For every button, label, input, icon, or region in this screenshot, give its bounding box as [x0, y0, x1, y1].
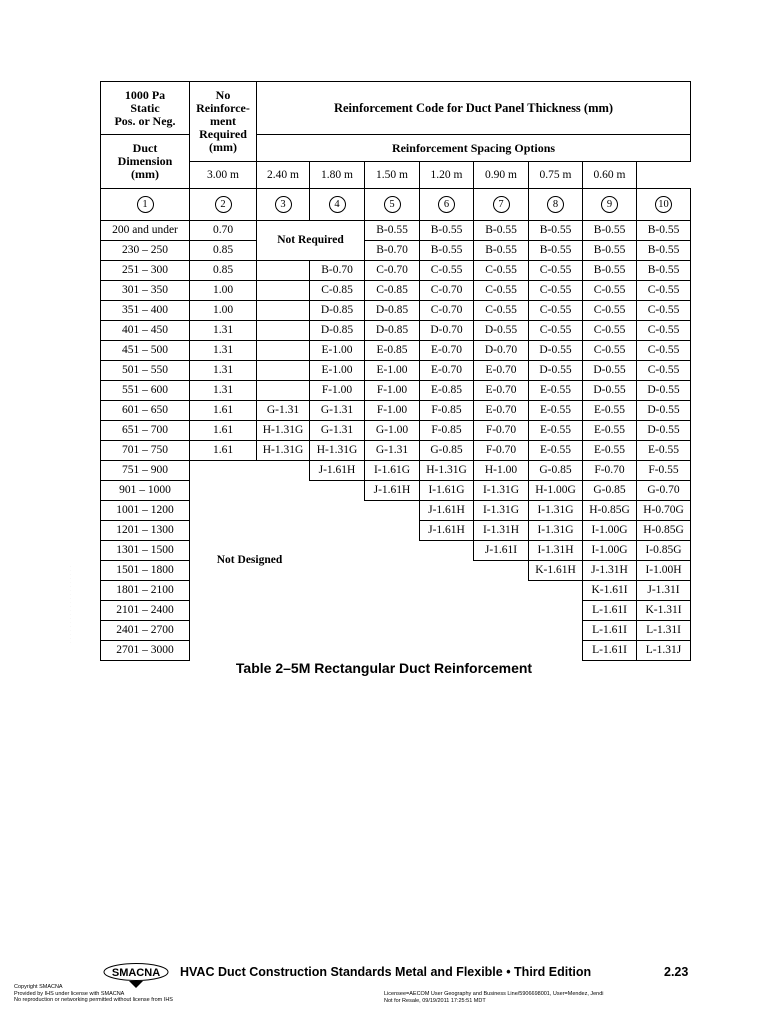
reinforcement-code-cell: F-1.00 [310, 381, 365, 401]
reinforcement-code-cell: B-0.70 [365, 241, 420, 261]
empty-cell [365, 521, 420, 541]
reinforcement-code-cell: H-0.85G [637, 521, 691, 541]
duct-dimension-cell: 901 – 1000 [101, 481, 190, 501]
not-designed-label: Not Designed [216, 554, 283, 567]
reinforcement-code-cell: H-1.31G [310, 441, 365, 461]
reinforcement-code-cell: G-1.31 [310, 401, 365, 421]
reinforcement-code-cell: H-1.31G [420, 461, 474, 481]
header-text: Reinforce- [196, 101, 250, 115]
reinforcement-code-cell: B-0.55 [365, 221, 420, 241]
duct-dimension-cell: 1501 – 1800 [101, 561, 190, 581]
column-number-cell [420, 189, 474, 221]
column-number: 2 [215, 196, 232, 213]
reinforcement-code-cell [257, 281, 310, 301]
reinforcement-code-cell: E-0.55 [529, 381, 583, 401]
reinforcement-code-cell: B-0.55 [474, 241, 529, 261]
reinforcement-code-cell: C-0.55 [583, 341, 637, 361]
reinforcement-code-cell: D-0.55 [583, 361, 637, 381]
reinforcement-code-cell: G-0.85 [583, 481, 637, 501]
copyright-notice [14, 984, 173, 1004]
reinforcement-code-cell: F-0.85 [420, 401, 474, 421]
duct-reinforcement-table [100, 81, 691, 661]
reinforcement-code-cell: C-0.55 [583, 301, 637, 321]
empty-cell [365, 541, 420, 561]
no-reinforcement-cell: 1.31 [190, 381, 257, 401]
column-number: 6 [438, 196, 455, 213]
reinforcement-code-cell: H-1.00 [474, 461, 529, 481]
column-number: 9 [601, 196, 618, 213]
reinforcement-code-cell: B-0.55 [583, 221, 637, 241]
reinforcement-code-cell: G-1.00 [365, 421, 420, 441]
table-row [101, 461, 691, 481]
reinforcement-code-cell: C-0.55 [474, 261, 529, 281]
empty-cell [365, 561, 420, 581]
reinforcement-code-cell: H-0.70G [637, 501, 691, 521]
reinforcement-code-cell: L-1.61I [583, 621, 637, 641]
table-row [101, 401, 691, 421]
reinforcement-code-cell: E-1.00 [310, 341, 365, 361]
no-reinforcement-cell: 1.61 [190, 421, 257, 441]
reinforcement-code-cell: E-0.55 [583, 401, 637, 421]
reinforcement-code-cell: G-0.85 [529, 461, 583, 481]
header-text: ment [210, 114, 236, 128]
reinforcement-code-cell: H-0.85G [583, 501, 637, 521]
table-row [101, 301, 691, 321]
reinforcement-code-cell: L-1.61I [583, 601, 637, 621]
header-text: No [215, 88, 231, 102]
reinforcement-code-cell: B-0.55 [420, 221, 474, 241]
table-row [101, 581, 691, 601]
reinforcement-code-cell: C-0.55 [583, 281, 637, 301]
reinforcement-code-cell: D-0.85 [365, 321, 420, 341]
empty-cell [420, 601, 474, 621]
empty-cell [365, 501, 420, 521]
column-number: 3 [275, 196, 292, 213]
no-reinforcement-cell: 1.31 [190, 361, 257, 381]
table-row [101, 221, 691, 241]
duct-dimension-cell: 551 – 600 [101, 381, 190, 401]
reinforcement-code-cell: F-0.85 [420, 421, 474, 441]
not-required-cell [257, 221, 365, 261]
license-notice [384, 991, 604, 1004]
reinforcement-code-cell: E-0.55 [637, 441, 691, 461]
empty-cell [474, 581, 529, 601]
empty-cell [310, 601, 365, 621]
footer-title: HVAC Duct Construction Standards Metal and Flexible • Third Edition [180, 965, 592, 979]
table-row [101, 261, 691, 281]
reinforcement-code-cell: B-0.55 [529, 241, 583, 261]
reinforcement-code-cell: B-0.55 [583, 241, 637, 261]
empty-cell [310, 621, 365, 641]
reinforcement-code-cell: L-1.31I [637, 621, 691, 641]
duct-dimension-cell: 1301 – 1500 [101, 541, 190, 561]
reinforcement-code-cell: G-0.70 [637, 481, 691, 501]
reinforcement-code-cell [257, 361, 310, 381]
reinforcement-code-cell: D-0.85 [365, 301, 420, 321]
header-spacing-1.80: 1.80 m [310, 162, 365, 189]
column-number: 1 [137, 196, 154, 213]
reinforcement-code-cell: E-0.85 [420, 381, 474, 401]
reinforcement-code-cell: D-0.55 [474, 321, 529, 341]
empty-cell [365, 601, 420, 621]
no-reinforcement-cell: 0.85 [190, 261, 257, 281]
reinforcement-code-cell: D-0.55 [637, 381, 691, 401]
reinforcement-code-cell: E-1.00 [365, 361, 420, 381]
reinforcement-code-cell: E-0.55 [529, 441, 583, 461]
reinforcement-code-cell: C-0.55 [637, 341, 691, 361]
page-number: 2.23 [664, 965, 689, 979]
reinforcement-code-cell: D-0.55 [529, 341, 583, 361]
table-row [101, 281, 691, 301]
empty-cell [310, 501, 365, 521]
header-text: Pos. or Neg. [114, 113, 176, 128]
table-caption: Table 2–5M Rectangular Duct Reinforcement [235, 660, 533, 676]
reinforcement-code-cell: I-1.61G [365, 461, 420, 481]
table-row [101, 561, 691, 581]
table-row [101, 541, 691, 561]
reinforcement-code-cell: B-0.55 [583, 261, 637, 281]
table-row [101, 321, 691, 341]
no-reinforcement-cell: 1.00 [190, 301, 257, 321]
reinforcement-code-cell: B-0.55 [637, 261, 691, 281]
reinforcement-code-cell: I-0.85G [637, 541, 691, 561]
reinforcement-code-cell: D-0.70 [420, 321, 474, 341]
reinforcement-code-cell: I-1.31H [474, 521, 529, 541]
reinforcement-code-cell: E-0.85 [365, 341, 420, 361]
header-spacing-0.60: 0.60 m [583, 162, 637, 189]
duct-dimension-cell: 451 – 500 [101, 341, 190, 361]
table-row [101, 501, 691, 521]
reinforcement-code-cell: D-0.55 [637, 401, 691, 421]
header-spacing-2.40: 2.40 m [257, 162, 310, 189]
empty-cell [310, 481, 365, 501]
header-dimension-cell [101, 135, 190, 189]
reinforcement-code-cell: J-1.61H [420, 521, 474, 541]
duct-dimension-cell: 2101 – 2400 [101, 601, 190, 621]
duct-dimension-cell: 501 – 550 [101, 361, 190, 381]
reinforcement-code-cell: B-0.70 [310, 261, 365, 281]
column-number-cell [529, 189, 583, 221]
reinforcement-code-cell: B-0.55 [637, 221, 691, 241]
duct-dimension-cell: 1801 – 2100 [101, 581, 190, 601]
reinforcement-code-cell: F-0.70 [583, 461, 637, 481]
duct-dimension-cell: 401 – 450 [101, 321, 190, 341]
table-row [101, 341, 691, 361]
reinforcement-code-cell: C-0.70 [420, 281, 474, 301]
reinforcement-code-cell: F-0.55 [637, 461, 691, 481]
reinforcement-code-cell: C-0.55 [637, 321, 691, 341]
duct-dimension-cell: 651 – 700 [101, 421, 190, 441]
reinforcement-code-cell: G-0.85 [420, 441, 474, 461]
reinforcement-code-cell [257, 321, 310, 341]
column-number: 10 [655, 196, 672, 213]
header-text: (mm) [209, 140, 237, 154]
reinforcement-code-cell: K-1.31I [637, 601, 691, 621]
table-row [101, 361, 691, 381]
empty-cell [529, 641, 583, 661]
duct-dimension-cell: 1201 – 1300 [101, 521, 190, 541]
empty-cell [529, 621, 583, 641]
column-number: 7 [493, 196, 510, 213]
empty-cell [474, 561, 529, 581]
table-row [101, 521, 691, 541]
column-number-cell [310, 189, 365, 221]
reinforcement-code-cell: I-1.31H [529, 541, 583, 561]
reinforcement-code-cell: E-0.70 [474, 361, 529, 381]
reinforcement-code-cell: I-1.00H [637, 561, 691, 581]
reinforcement-code-cell: I-1.00G [583, 521, 637, 541]
reinforcement-code-cell: B-0.55 [474, 221, 529, 241]
empty-cell [310, 561, 365, 581]
duct-dimension-cell: 301 – 350 [101, 281, 190, 301]
reinforcement-code-cell: C-0.55 [529, 261, 583, 281]
duct-dimension-cell: 2701 – 3000 [101, 641, 190, 661]
reinforcement-code-cell: C-0.85 [365, 281, 420, 301]
column-number: 8 [547, 196, 564, 213]
no-reinforcement-cell: 1.00 [190, 281, 257, 301]
reinforcement-code-cell: K-1.61I [583, 581, 637, 601]
empty-cell [420, 641, 474, 661]
not-required-label: Not Required [277, 234, 344, 246]
reinforcement-code-cell: J-1.61H [365, 481, 420, 501]
empty-cell [310, 641, 365, 661]
reinforcement-code-cell: I-1.00G [583, 541, 637, 561]
reinforcement-code-cell: G-1.31 [257, 401, 310, 421]
reinforcement-code-cell: C-0.70 [365, 261, 420, 281]
column-number-cell [365, 189, 420, 221]
empty-cell [420, 621, 474, 641]
reinforcement-code-cell: G-1.31 [365, 441, 420, 461]
header-spacing-options: Reinforcement Spacing Options [257, 135, 691, 162]
empty-cell [310, 521, 365, 541]
reinforcement-code-cell: C-0.55 [637, 361, 691, 381]
reinforcement-code-cell: L-1.61I [583, 641, 637, 661]
reinforcement-code-cell: D-0.85 [310, 301, 365, 321]
header-text: Required [199, 127, 247, 141]
reinforcement-code-cell [257, 381, 310, 401]
reinforcement-code-cell: B-0.55 [529, 221, 583, 241]
reinforcement-code-cell [257, 341, 310, 361]
reinforcement-code-cell: F-0.70 [474, 421, 529, 441]
empty-cell [420, 541, 474, 561]
reinforcement-code-cell: J-1.31I [637, 581, 691, 601]
reinforcement-code-cell: C-0.55 [637, 281, 691, 301]
duct-dimension-cell: 601 – 650 [101, 401, 190, 421]
margin-watermark: · · · · · · · · · · · · · · · · · · · · [70, 565, 71, 645]
table-row [101, 421, 691, 441]
reinforcement-code-cell: I-1.31G [529, 501, 583, 521]
reinforcement-code-cell: E-0.70 [420, 361, 474, 381]
table-row [101, 441, 691, 461]
reinforcement-code-cell: C-0.55 [474, 281, 529, 301]
empty-cell [474, 601, 529, 621]
header-text: 1000 Pa [124, 87, 166, 102]
column-number-cell [101, 189, 190, 221]
duct-dimension-cell: 701 – 750 [101, 441, 190, 461]
reinforcement-code-cell: C-0.55 [583, 321, 637, 341]
table-row [101, 641, 691, 661]
table-row [101, 481, 691, 501]
header-spacing-0.75: 0.75 m [529, 162, 583, 189]
table-row [101, 381, 691, 401]
table-row [101, 621, 691, 641]
reinforcement-code-cell: J-1.61H [420, 501, 474, 521]
header-text: Static [130, 100, 160, 115]
reinforcement-code-cell: F-1.00 [365, 381, 420, 401]
column-number-cell [583, 189, 637, 221]
reinforcement-code-cell: C-0.70 [420, 301, 474, 321]
reinforcement-code-cell: H-1.31G [257, 421, 310, 441]
header-spacing-3.00: 3.00 m [190, 162, 257, 189]
empty-cell [420, 561, 474, 581]
empty-cell [474, 641, 529, 661]
logo-text: SMACNA [111, 967, 161, 979]
license-line: Licensee=AECOM User Geography and Business Line/5906698001, User=Mendez, Jendi [384, 991, 604, 997]
reinforcement-code-cell: C-0.85 [310, 281, 365, 301]
header-text: Dimension [117, 154, 173, 168]
reinforcement-code-cell: D-0.55 [637, 421, 691, 441]
empty-cell [529, 581, 583, 601]
reinforcement-code-cell: C-0.55 [637, 301, 691, 321]
reinforcement-code-cell: C-0.55 [529, 321, 583, 341]
reinforcement-code-cell: B-0.55 [420, 241, 474, 261]
reinforcement-code-cell: G-1.31 [310, 421, 365, 441]
empty-cell [365, 641, 420, 661]
license-line: Not for Resale, 09/19/2011 17:25:51 MDT [384, 997, 486, 1004]
reinforcement-code-cell: I-1.61G [420, 481, 474, 501]
duct-dimension-cell: 251 – 300 [101, 261, 190, 281]
empty-cell [365, 621, 420, 641]
reinforcement-code-cell: D-0.85 [310, 321, 365, 341]
reinforcement-code-cell: C-0.55 [529, 301, 583, 321]
column-number-cell [257, 189, 310, 221]
duct-dimension-cell: 351 – 400 [101, 301, 190, 321]
reinforcement-code-cell: E-0.55 [529, 421, 583, 441]
column-number-cell [474, 189, 529, 221]
duct-dimension-cell: 1001 – 1200 [101, 501, 190, 521]
copyright-line: Copyright SMACNA [14, 984, 63, 990]
empty-cell [420, 581, 474, 601]
reinforcement-code-cell: F-1.00 [365, 401, 420, 421]
header-main-title: Reinforcement Code for Duct Panel Thickness (mm) [257, 82, 691, 135]
reinforcement-code-cell: I-1.31G [529, 521, 583, 541]
empty-cell [474, 621, 529, 641]
reinforcement-code-cell: E-1.00 [310, 361, 365, 381]
header-text: (mm) [131, 167, 159, 181]
empty-cell [365, 581, 420, 601]
reinforcement-code-cell: E-0.55 [529, 401, 583, 421]
reinforcement-code-cell: I-1.31G [474, 501, 529, 521]
no-reinforcement-cell: 1.31 [190, 341, 257, 361]
column-number-cell [637, 189, 691, 221]
column-number: 5 [384, 196, 401, 213]
reinforcement-code-cell: B-0.55 [637, 241, 691, 261]
header-spacing-1.20: 1.20 m [420, 162, 474, 189]
no-reinforcement-cell: 1.31 [190, 321, 257, 341]
reinforcement-code-cell: E-0.70 [474, 401, 529, 421]
reinforcement-code-cell: D-0.55 [529, 361, 583, 381]
reinforcement-code-cell: E-0.70 [420, 341, 474, 361]
copyright-line: Provided by IHS under license with SMACNA [14, 990, 125, 997]
header-text: Duct [132, 141, 158, 155]
reinforcement-code-cell: K-1.61H [529, 561, 583, 581]
copyright-line: No reproduction or networking permitted without license from IHS [14, 997, 173, 1003]
reinforcement-code-cell: C-0.55 [529, 281, 583, 301]
column-number: 4 [329, 196, 346, 213]
duct-dimension-cell: 2401 – 2700 [101, 621, 190, 641]
reinforcement-code-cell: C-0.55 [474, 301, 529, 321]
column-number-cell [190, 189, 257, 221]
header-no-reinforcement-cell [190, 82, 257, 162]
table-row [101, 601, 691, 621]
reinforcement-code-cell [257, 301, 310, 321]
reinforcement-code-cell: C-0.55 [420, 261, 474, 281]
header-pressure-cell [101, 82, 190, 135]
duct-dimension-cell: 751 – 900 [101, 461, 190, 481]
no-reinforcement-cell: 1.61 [190, 401, 257, 421]
reinforcement-code-cell: D-0.70 [474, 341, 529, 361]
reinforcement-code-cell: E-0.70 [474, 381, 529, 401]
header-spacing-0.90: 0.90 m [474, 162, 529, 189]
empty-cell [310, 581, 365, 601]
header-spacing-1.50: 1.50 m [365, 162, 420, 189]
reinforcement-code-cell: L-1.31J [637, 641, 691, 661]
reinforcement-code-cell [257, 261, 310, 281]
not-designed-cell [190, 461, 310, 661]
table-row [101, 241, 691, 261]
reinforcement-code-cell: I-1.31G [474, 481, 529, 501]
reinforcement-code-cell: H-1.00G [529, 481, 583, 501]
duct-dimension-cell: 200 and under [101, 221, 190, 241]
reinforcement-code-cell: J-1.61I [474, 541, 529, 561]
no-reinforcement-cell: 0.85 [190, 241, 257, 261]
reinforcement-code-cell: E-0.55 [583, 421, 637, 441]
no-reinforcement-cell: 1.61 [190, 441, 257, 461]
reinforcement-code-cell: J-1.31H [583, 561, 637, 581]
duct-dimension-cell: 230 – 250 [101, 241, 190, 261]
reinforcement-code-cell: H-1.31G [257, 441, 310, 461]
reinforcement-code-cell: E-0.55 [583, 441, 637, 461]
reinforcement-code-cell: F-0.70 [474, 441, 529, 461]
empty-cell [310, 541, 365, 561]
no-reinforcement-cell: 0.70 [190, 221, 257, 241]
reinforcement-code-cell: D-0.55 [583, 381, 637, 401]
empty-cell [529, 601, 583, 621]
reinforcement-code-cell: J-1.61H [310, 461, 365, 481]
